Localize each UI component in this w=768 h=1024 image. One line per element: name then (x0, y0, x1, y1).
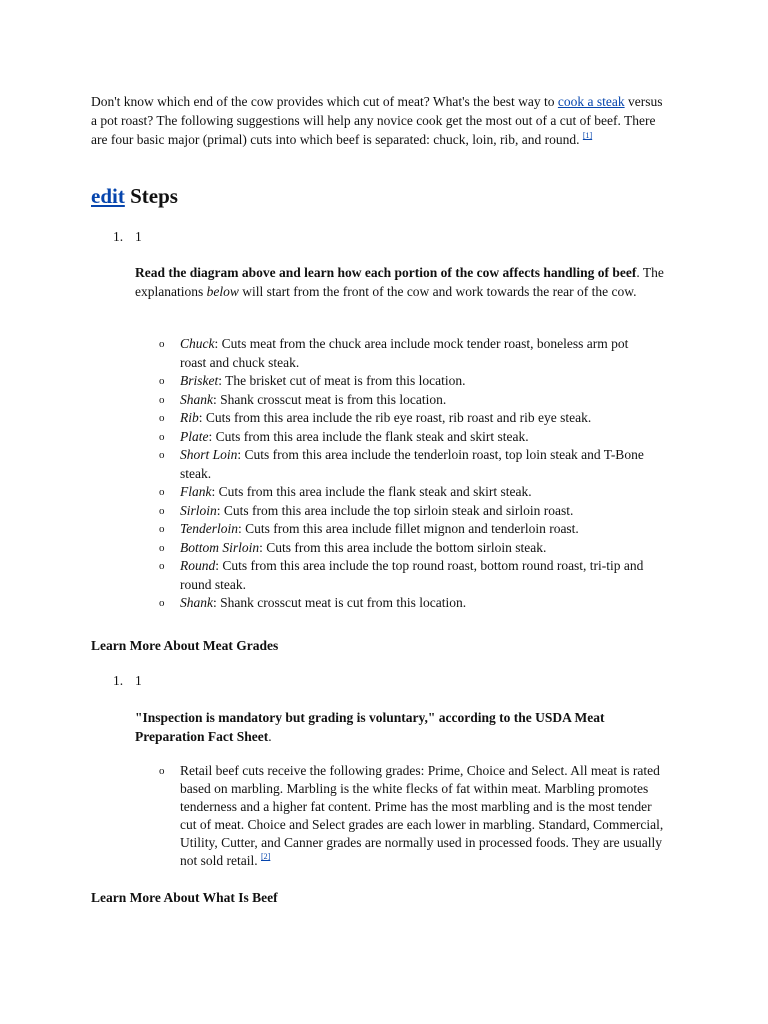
cut-name: Plate (180, 428, 209, 444)
cut-name: Bottom Sirloin (180, 539, 260, 555)
list-item (159, 428, 653, 447)
cut-desc: : Cuts from this area include fillet mignon and tenderloin roast. (238, 521, 579, 536)
cut-desc: : The brisket cut of meat is from this location. (218, 373, 466, 388)
cut-desc: : Cuts from this area include the top round roast, bottom round roast, tri-tip and round steak. (180, 558, 644, 592)
step-1-number: 1 (135, 229, 142, 244)
step-1-text-b: will start from the front of the cow and work towards the rear of the cow. (238, 284, 637, 299)
steps-title: Steps (130, 184, 178, 208)
reference-link-2[interactable]: [2] (261, 852, 271, 861)
step-2-text (135, 708, 675, 746)
cut-name: Sirloin (180, 502, 217, 518)
step-2-number: 1 (135, 673, 142, 688)
cut-desc: : Shank crosscut meat is from this location. (213, 391, 447, 407)
bullet-icon: o (159, 430, 165, 443)
cut-desc: : Cuts from this area include the bottom sirloin steak. (259, 539, 547, 555)
step-1-marker: 1. (113, 229, 124, 244)
step-1-bold: Read the diagram above and learn how each portion of the cow affects handling of beef (135, 265, 637, 280)
bullet-icon: o (159, 393, 165, 406)
bullet-icon: o (159, 765, 165, 777)
list-item (159, 557, 653, 594)
list-item (159, 391, 653, 410)
intro-paragraph (91, 92, 671, 149)
reference-link-1[interactable]: [1] (582, 131, 593, 140)
cut-desc: : Cuts from this area include the rib eye roast, rib roast and rib eye steak. (198, 410, 592, 425)
section-heading-meat-grades: Learn More About Meat Grades (91, 638, 279, 653)
cut-desc: : Cuts from this area include the top sirloin steak and sirloin roast. (216, 502, 574, 518)
list-item (159, 594, 653, 613)
cut-name: Shank (180, 391, 213, 407)
list-item (159, 502, 653, 521)
cut-desc: : Shank crosscut meat is cut from this location. (213, 595, 467, 610)
cut-name: Round (180, 558, 216, 573)
cuts-list (159, 335, 653, 613)
article-body (91, 92, 671, 905)
cut-name: Rib (180, 410, 199, 425)
bullet-icon: o (159, 338, 165, 350)
cut-name: Short Loin (180, 447, 238, 462)
list-item (159, 483, 653, 502)
bullet-icon: o (159, 597, 165, 609)
bullet-icon: o (159, 541, 165, 554)
list-item (159, 762, 671, 870)
cut-name: Brisket (180, 373, 219, 388)
intro-text: Don't know which end of the cow provides which cut of meat? What's the best way to (91, 94, 558, 109)
bullet-icon: o (159, 412, 165, 424)
cut-name: Chuck (180, 336, 215, 351)
step-2-marker: 1. (113, 673, 124, 688)
list-item (159, 446, 653, 483)
step-1-text-a: . The explanations (135, 265, 664, 299)
section-heading-what-is-beef: Learn More About What Is Beef (91, 890, 278, 905)
step-2-bold: "Inspection is mandatory but grading is voluntary," according to the USDA Meat Preparation Fact Sheet (135, 710, 605, 744)
list-item (159, 409, 653, 428)
grades-list (159, 762, 671, 870)
cut-desc: : Cuts from this area include the flank steak and skirt steak. (211, 484, 532, 499)
bullet-icon: o (159, 486, 165, 498)
step-1-em: below (206, 284, 239, 299)
bullet-icon: o (159, 504, 165, 517)
bullet-icon: o (159, 449, 165, 461)
grades-text: Retail beef cuts receive the following grades: Prime, Choice and Select. All meat is rated based on marbling. Marbling is the white flecks of fat within meat. Marbling promotes tenderness and a higher fat content. Prime has the most marbling and is the most tender cut of meat. Choice and Select grades are each lower in marbling. Standard, Commercial, Utility, Cutter, and Canner grades are normally used in processed foods. They are usually not sold retail. (180, 763, 664, 868)
cut-name: Shank (180, 595, 213, 610)
cut-desc: : Cuts meat from the chuck area include mock tender roast, boneless arm pot roast and chuck steak. (180, 336, 629, 370)
list-item (159, 335, 653, 372)
list-item (159, 372, 653, 391)
bullet-icon: o (159, 523, 165, 535)
cut-name: Tenderloin (180, 521, 239, 536)
intro-text-continued: versus a pot roast? The following suggestions will help any novice cook get the most out of a cut of beef. There are four basic major (primal) cuts into which beef is separated: chuck, loin, rib, and round. (91, 94, 663, 147)
cut-name: Flank (180, 484, 212, 499)
cut-desc: : Cuts from this area include the tenderloin roast, top loin steak and T-Bone steak. (180, 447, 644, 481)
bullet-icon: o (159, 560, 165, 572)
bullet-icon: o (159, 375, 165, 387)
list-item (159, 539, 653, 558)
cut-desc: : Cuts from this area include the flank steak and skirt steak. (208, 428, 529, 444)
steps-heading (91, 184, 178, 209)
edit-link[interactable]: edit (91, 184, 125, 208)
step-1-text (135, 263, 665, 301)
step-2-text-a: . (268, 729, 272, 744)
list-item (159, 520, 653, 539)
cook-a-steak-link[interactable]: cook a steak (557, 94, 625, 109)
